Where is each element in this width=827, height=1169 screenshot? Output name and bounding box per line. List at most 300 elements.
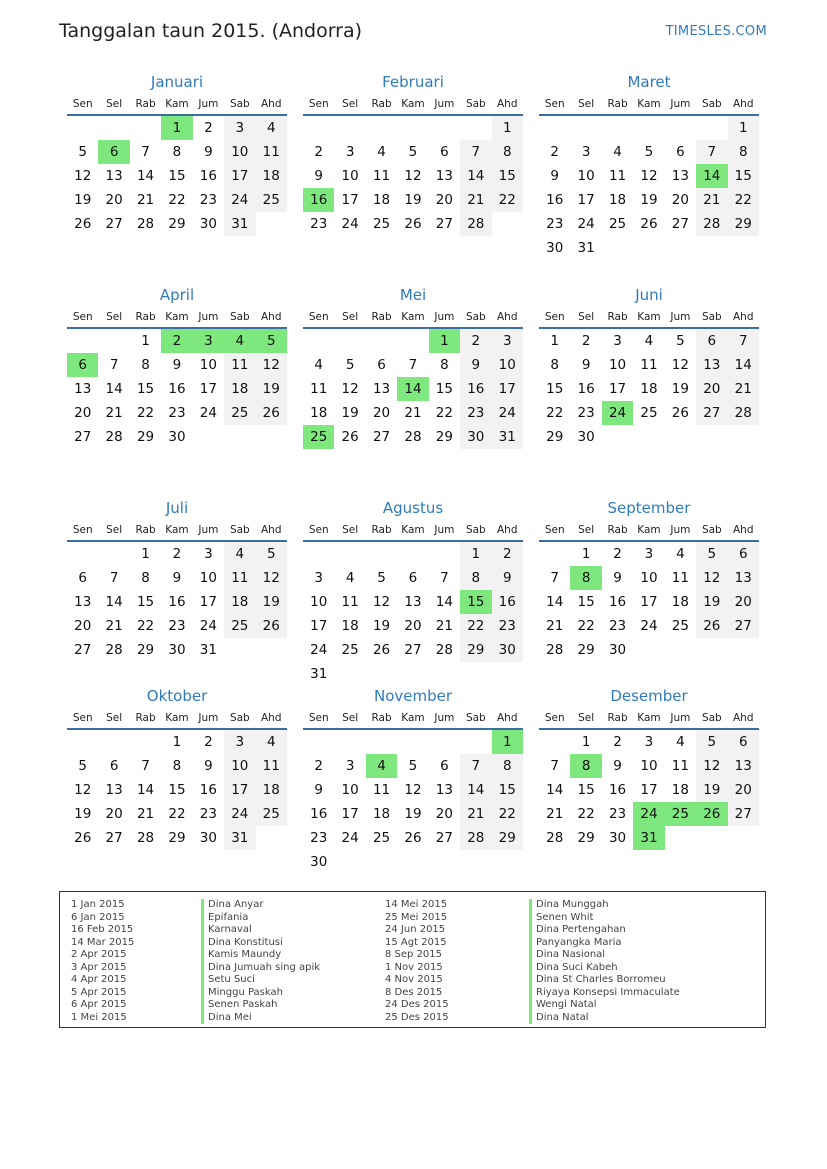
holiday-day-cell: 4 — [366, 754, 397, 778]
day-cell: 23 — [577, 405, 595, 421]
day-cell: 8 — [492, 140, 523, 164]
day-cell: 14 — [546, 594, 564, 610]
day-cell: 5 — [345, 357, 355, 373]
day-cell: 1 — [728, 116, 759, 140]
weekday-header: Kam — [633, 708, 664, 730]
day-cell: 24 — [199, 618, 217, 634]
day-cell: 22 — [577, 618, 595, 634]
weekday-header: Jum — [429, 307, 460, 329]
legend-item — [71, 987, 134, 1000]
day-cell: 31 — [492, 425, 523, 449]
day-cell: 25 — [608, 216, 627, 232]
day-cell: 6 — [78, 570, 87, 586]
day-cell: 5 — [696, 542, 727, 566]
day-cell: 3 — [644, 734, 654, 750]
legend-item — [529, 974, 680, 987]
day-cell: 9 — [172, 357, 182, 373]
weekday-header: Sen — [303, 708, 334, 730]
day-cell: 3 — [345, 144, 355, 160]
day-cell: 8 — [460, 566, 491, 590]
holiday-day-cell: 24 — [602, 401, 633, 425]
day-cell: 19 — [372, 618, 391, 634]
legend-item — [385, 974, 449, 987]
weekday-header: Rab — [130, 708, 161, 730]
day-cell: 16 — [310, 806, 328, 822]
day-cell: 18 — [640, 381, 658, 397]
day-cell: 29 — [546, 429, 564, 445]
day-cell: 7 — [141, 758, 150, 774]
weekday-header: Kam — [397, 708, 428, 730]
day-cell: 19 — [74, 806, 92, 822]
day-grid — [303, 94, 523, 236]
day-cell: 9 — [172, 570, 182, 586]
empty-cell — [429, 542, 460, 566]
day-cell: 21 — [460, 188, 491, 212]
day-cell: 13 — [435, 782, 453, 798]
day-cell: 27 — [372, 429, 391, 445]
day-cell: 10 — [310, 594, 328, 610]
day-cell: 17 — [199, 594, 217, 610]
day-cell: 5 — [696, 730, 727, 754]
legend-item — [385, 1012, 449, 1025]
weekday-header: Sel — [98, 520, 129, 542]
day-cell: 23 — [492, 614, 523, 638]
weekday-header: Sab — [224, 708, 255, 730]
day-cell: 12 — [341, 381, 359, 397]
weekday-header: Sen — [303, 94, 334, 116]
day-cell: 24 — [199, 405, 217, 421]
weekday-header: Rab — [602, 520, 633, 542]
day-cell: 19 — [404, 192, 422, 208]
weekday-header: Sen — [67, 307, 98, 329]
day-cell: 2 — [172, 546, 182, 562]
legend-holiday-date: 2 Apr 2015 — [71, 949, 127, 960]
day-cell: 16 — [577, 381, 595, 397]
page-title: Tanggalan taun 2015. (Andorra) — [59, 20, 363, 42]
empty-cell — [303, 542, 334, 566]
legend-item — [201, 899, 320, 912]
day-cell: 7 — [728, 329, 759, 353]
day-cell: 21 — [728, 377, 759, 401]
day-cell: 21 — [546, 618, 564, 634]
day-cell: 12 — [256, 353, 287, 377]
day-cell: 27 — [105, 830, 123, 846]
day-cell: 17 — [310, 618, 328, 634]
day-cell: 3 — [204, 546, 213, 562]
weekday-header: Sab — [224, 307, 255, 329]
day-cell: 3 — [613, 333, 622, 349]
day-cell: 29 — [577, 642, 595, 658]
day-cell: 22 — [460, 614, 491, 638]
day-cell: 15 — [492, 778, 523, 802]
day-cell: 17 — [224, 164, 255, 188]
month-juli — [67, 496, 287, 684]
weekday-header: Sab — [696, 708, 727, 730]
holiday-day-cell: 14 — [397, 377, 428, 401]
weekday-header: Sel — [570, 708, 601, 730]
day-cell: 20 — [105, 192, 123, 208]
legend-holiday-date: 15 Agt 2015 — [385, 936, 447, 948]
day-cell: 3 — [345, 758, 355, 774]
day-cell: 30 — [546, 240, 564, 256]
day-cell: 23 — [168, 405, 186, 421]
brand-link[interactable]: TIMESLES.COM — [665, 24, 767, 39]
day-cell: 14 — [546, 782, 564, 798]
weekday-header: Jum — [665, 94, 696, 116]
empty-cell — [334, 730, 365, 754]
day-cell: 30 — [310, 854, 328, 870]
weekday-header: Sel — [570, 94, 601, 116]
legend-holiday-date: 14 Mei 2015 — [385, 899, 448, 910]
empty-cell — [366, 730, 397, 754]
day-cell: 16 — [168, 381, 186, 397]
weekday-header: Ahd — [256, 94, 287, 116]
day-cell: 1 — [581, 546, 591, 562]
day-cell: 29 — [136, 642, 155, 658]
day-cell: 20 — [728, 778, 759, 802]
day-cell: 6 — [676, 144, 685, 160]
day-grid — [539, 307, 759, 449]
month-agustus — [303, 496, 523, 684]
day-cell: 29 — [435, 429, 453, 445]
legend-holiday-name: Senen Paskah — [201, 999, 278, 1012]
day-cell: 14 — [105, 594, 123, 610]
day-cell: 23 — [546, 216, 564, 232]
weekday-header: Kam — [633, 520, 664, 542]
day-cell: 4 — [224, 542, 255, 566]
day-cell: 27 — [404, 642, 422, 658]
weekday-header: Ahd — [256, 708, 287, 730]
day-cell: 19 — [256, 590, 287, 614]
day-cell: 31 — [199, 642, 217, 658]
day-cell: 27 — [728, 614, 759, 638]
legend-item — [201, 949, 320, 962]
day-cell: 26 — [696, 614, 727, 638]
empty-cell — [334, 329, 365, 353]
weekday-header: Sen — [303, 307, 334, 329]
day-cell: 2 — [314, 758, 323, 774]
day-cell: 18 — [224, 377, 255, 401]
weekday-header: Sab — [696, 94, 727, 116]
weekday-header: Kam — [161, 520, 192, 542]
day-cell: 4 — [256, 730, 287, 754]
legend-item — [529, 1012, 680, 1025]
empty-cell — [130, 730, 161, 754]
day-cell: 30 — [199, 216, 217, 232]
day-cell: 11 — [224, 353, 255, 377]
day-cell: 7 — [141, 144, 150, 160]
day-cell: 7 — [408, 357, 418, 373]
weekday-header: Sel — [334, 94, 365, 116]
weekday-header: Jum — [193, 520, 224, 542]
day-cell: 26 — [640, 216, 658, 232]
day-cell: 16 — [199, 168, 217, 184]
legend-item — [201, 912, 320, 925]
day-cell: 28 — [546, 642, 564, 658]
day-cell: 11 — [372, 168, 391, 184]
day-cell: 10 — [608, 357, 627, 373]
day-cell: 10 — [199, 357, 217, 373]
legend-holiday-name: Setu Suci — [201, 974, 255, 987]
day-grid — [539, 708, 759, 850]
day-cell: 28 — [696, 212, 727, 236]
weekday-header: Ahd — [728, 94, 759, 116]
legend-item — [201, 924, 320, 937]
legend-item — [529, 937, 680, 950]
day-cell: 19 — [341, 405, 359, 421]
month-februari — [303, 70, 523, 283]
legend-holiday-name: Panyangka Maria — [529, 937, 621, 950]
day-cell: 19 — [640, 192, 658, 208]
legend-holiday-date: 5 Apr 2015 — [71, 986, 127, 998]
day-cell: 15 — [435, 381, 453, 397]
weekday-header: Rab — [366, 307, 397, 329]
day-cell: 29 — [492, 826, 523, 850]
weekday-header: Kam — [161, 94, 192, 116]
day-cell: 22 — [728, 188, 759, 212]
day-cell: 11 — [671, 758, 689, 774]
weekday-header: Sen — [539, 94, 570, 116]
empty-cell — [397, 329, 428, 353]
day-cell: 27 — [74, 642, 92, 658]
day-cell: 1 — [550, 333, 559, 349]
legend-holiday-name: Senen Whit — [529, 912, 593, 925]
weekday-header: Jum — [429, 94, 460, 116]
day-cell: 14 — [105, 381, 123, 397]
day-cell: 19 — [404, 806, 422, 822]
day-cell: 7 — [460, 754, 491, 778]
day-cell: 26 — [341, 429, 359, 445]
day-cell: 5 — [78, 144, 87, 160]
day-cell: 16 — [199, 782, 217, 798]
day-cell: 22 — [168, 192, 186, 208]
day-cell: 6 — [440, 144, 449, 160]
day-cell: 18 — [224, 590, 255, 614]
day-cell: 6 — [696, 329, 727, 353]
day-cell: 4 — [314, 357, 323, 373]
day-cell: 28 — [105, 642, 123, 658]
day-cell: 2 — [581, 333, 591, 349]
day-cell: 14 — [435, 594, 453, 610]
month-desember — [539, 684, 759, 897]
legend-item — [385, 924, 449, 937]
weekday-header: Kam — [161, 708, 192, 730]
day-cell: 22 — [136, 618, 155, 634]
holiday-legend — [59, 891, 766, 1028]
day-cell: 17 — [341, 192, 359, 208]
month-row — [67, 70, 760, 283]
day-grid — [539, 94, 759, 260]
empty-cell — [366, 542, 397, 566]
day-cell: 8 — [492, 754, 523, 778]
day-cell: 21 — [136, 192, 155, 208]
empty-cell — [98, 542, 129, 566]
day-cell: 6 — [728, 730, 759, 754]
day-cell: 26 — [404, 216, 422, 232]
empty-cell — [633, 116, 664, 140]
day-cell: 8 — [141, 570, 150, 586]
legend-holiday-name: Dina Konstitusi — [201, 937, 283, 950]
day-cell: 22 — [435, 405, 453, 421]
day-cell: 31 — [224, 826, 255, 850]
day-cell: 23 — [199, 192, 217, 208]
empty-cell — [67, 542, 98, 566]
month-name: September — [607, 499, 691, 517]
empty-cell — [602, 116, 633, 140]
empty-cell — [98, 730, 129, 754]
month-row — [67, 684, 760, 897]
day-grid — [67, 94, 287, 236]
legend-item — [385, 949, 449, 962]
weekday-header: Rab — [366, 708, 397, 730]
day-cell: 2 — [314, 144, 323, 160]
day-cell: 2 — [204, 734, 213, 750]
legend-holiday-name: Dina Natal — [529, 1012, 589, 1025]
day-cell: 16 — [460, 377, 491, 401]
day-cell: 7 — [550, 570, 559, 586]
legend-item — [529, 899, 680, 912]
day-cell: 10 — [492, 353, 523, 377]
day-cell: 30 — [168, 429, 186, 445]
day-cell: 15 — [168, 168, 186, 184]
day-cell: 22 — [546, 405, 564, 421]
holiday-day-cell: 6 — [67, 353, 98, 377]
day-cell: 8 — [172, 144, 182, 160]
day-cell: 23 — [168, 618, 186, 634]
empty-cell — [539, 542, 570, 566]
day-cell: 11 — [341, 594, 359, 610]
month-name: Juli — [165, 499, 189, 517]
day-cell: 3 — [492, 329, 523, 353]
legend-item — [385, 937, 449, 950]
weekday-header: Kam — [633, 94, 664, 116]
empty-cell — [460, 116, 491, 140]
weekday-header: Sab — [460, 708, 491, 730]
day-cell: 25 — [224, 614, 255, 638]
day-cell: 9 — [613, 758, 622, 774]
day-cell: 1 — [172, 734, 182, 750]
empty-cell — [429, 116, 460, 140]
empty-cell — [67, 730, 98, 754]
day-cell: 4 — [256, 116, 287, 140]
legend-item — [201, 1012, 320, 1025]
day-cell: 17 — [640, 594, 658, 610]
empty-cell — [397, 730, 428, 754]
day-cell: 11 — [608, 168, 627, 184]
weekday-header: Jum — [665, 307, 696, 329]
day-cell: 11 — [224, 566, 255, 590]
day-cell: 19 — [696, 778, 727, 802]
weekday-header: Kam — [397, 520, 428, 542]
weekday-header: Sen — [539, 520, 570, 542]
day-cell: 24 — [577, 216, 595, 232]
day-cell: 28 — [435, 642, 453, 658]
day-cell: 13 — [671, 168, 689, 184]
day-cell: 8 — [141, 357, 150, 373]
legend-holiday-name: Dina Pertengahan — [529, 924, 626, 937]
months-grid — [67, 70, 760, 897]
empty-cell — [130, 116, 161, 140]
day-cell: 15 — [136, 594, 155, 610]
legend-item — [385, 987, 449, 1000]
day-cell: 21 — [460, 802, 491, 826]
day-cell: 1 — [141, 333, 150, 349]
legend-holiday-name: Dina Jumuah sing apik — [201, 962, 320, 975]
holiday-day-cell: 14 — [696, 164, 727, 188]
day-cell: 26 — [256, 401, 287, 425]
day-cell: 13 — [404, 594, 422, 610]
weekday-header: Sab — [696, 520, 727, 542]
day-cell: 30 — [168, 642, 186, 658]
day-cell: 23 — [460, 401, 491, 425]
empty-cell — [303, 116, 334, 140]
day-cell: 9 — [613, 570, 622, 586]
day-cell: 10 — [341, 782, 359, 798]
day-cell: 31 — [224, 212, 255, 236]
legend-item — [71, 924, 134, 937]
day-cell: 5 — [408, 758, 418, 774]
legend-item — [201, 962, 320, 975]
weekday-header: Kam — [633, 307, 664, 329]
day-cell: 8 — [172, 758, 182, 774]
day-cell: 22 — [168, 806, 186, 822]
day-cell: 6 — [377, 357, 386, 373]
weekday-header: Sel — [570, 520, 601, 542]
day-cell: 21 — [136, 806, 155, 822]
day-cell: 16 — [546, 192, 564, 208]
month-november — [303, 684, 523, 897]
month-row — [67, 283, 760, 496]
day-cell: 24 — [341, 830, 359, 846]
legend-item — [385, 899, 449, 912]
day-cell: 7 — [460, 140, 491, 164]
weekday-header: Rab — [366, 94, 397, 116]
day-cell: 11 — [671, 570, 689, 586]
legend-item — [71, 974, 134, 987]
day-cell: 10 — [341, 168, 359, 184]
day-cell: 21 — [404, 405, 422, 421]
day-cell: 6 — [408, 570, 418, 586]
day-cell: 10 — [640, 570, 658, 586]
weekday-header: Ahd — [256, 520, 287, 542]
day-cell: 4 — [613, 144, 622, 160]
day-cell: 12 — [372, 594, 391, 610]
legend-name-column — [201, 899, 320, 1024]
day-cell: 29 — [136, 429, 155, 445]
weekday-header: Sen — [539, 708, 570, 730]
day-cell: 12 — [404, 168, 422, 184]
weekday-header: Jum — [193, 708, 224, 730]
day-cell: 2 — [204, 120, 213, 136]
legend-holiday-date: 25 Des 2015 — [385, 1011, 449, 1023]
day-cell: 15 — [168, 782, 186, 798]
day-cell: 18 — [608, 192, 627, 208]
day-cell: 21 — [105, 618, 123, 634]
empty-cell — [460, 730, 491, 754]
day-cell: 18 — [256, 164, 287, 188]
empty-cell — [696, 116, 727, 140]
legend-holiday-date: 1 Mei 2015 — [71, 1011, 127, 1023]
day-cell: 21 — [696, 188, 727, 212]
day-cell: 17 — [577, 192, 595, 208]
day-cell: 13 — [696, 353, 727, 377]
weekday-header: Rab — [602, 94, 633, 116]
legend-name-column — [529, 899, 680, 1024]
day-cell: 27 — [671, 216, 689, 232]
weekday-header: Sen — [539, 307, 570, 329]
day-cell: 1 — [460, 542, 491, 566]
legend-holiday-date: 1 Jan 2015 — [71, 899, 125, 910]
